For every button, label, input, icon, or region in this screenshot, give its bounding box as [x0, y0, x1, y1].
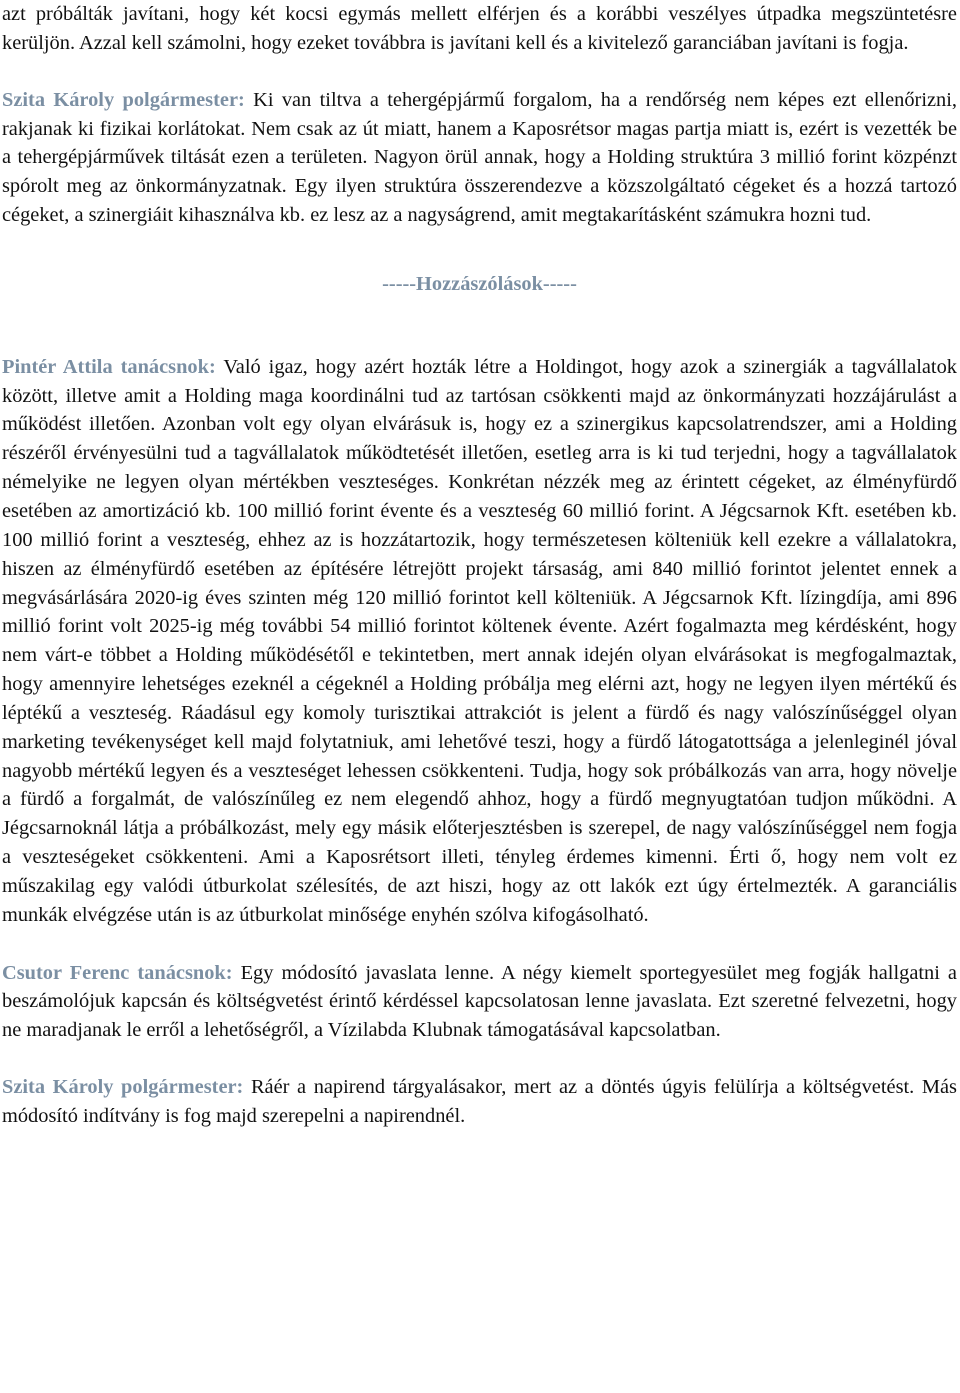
paragraph-text: Való igaz, hogy azért hozták létre a Holdingot, hogy azok a szinergiák a tagvállalatok között, illetve amit a Holding maga koordinálni tud az tartósan csökkenti majd az önkormányzati hozzájárulást a működést illetően. Azonban volt egy olyan elvárásuk is, hogy ez a szinergikus kapcsolatrendszer, ami a Holding részéről érvényesülni tud a tagvállalatok működtetését illetően, esetleg arra is ki tud terjedni, hogy a tagvállalatok némelyike ne legyen olyan mértékben veszteséges. Konkrétan nézzék meg az érintett cégeket, az élményfürdő esetében az amortizáció kb. 100 millió forint évente és a veszteség 60 millió forint. A Jégcsarnok Kft. esetében kb. 100 millió forint a veszteség, ehhez az is hozzátartozik, hogy természetesen költeniük kell ezekre a vállalatokra, hiszen az élményfürdő esetében az építésére létrejött projekt társaság, ami 840 millió forintot jelentet ennek a megvásárlására 2020-ig éves szinten még 120 millió forintot kell költeniük. A Jégcsarnok Kft. lízingdíja, ami 896 millió forint volt 2025-ig még további 54 millió forintot költenek évente. Azért fogalmazta meg kérdésként, hogy nem várt-e többet a Holding működésétől e tekintetben, mert annak idején olyan elvárásokat is megfogalmaztak, hogy amennyire lehetséges ezeknél a cégeknél a Holding próbálja meg elérni azt, hogy ne legyen ilyen mértékű és léptékű a veszteség. Ráadásul egy komoly turisztikai attrakciót is jelent a fürdő és nagy valószínűséggel olyan marketing tevékenységet kell majd folytatniuk, ami lehetővé teszi, hogy a fürdő látogatottsága a jelenleginél jóval nagyobb mértékű legyen és a veszteséget lehessen csökkenteni. Tudja, hogy sok próbálkozás van arra, hogy növelje a fürdő a forgalmát, de valószínűleg ez nem elegendő ahhoz, hogy a fürdő megnyugtatóan tudjon működni. A Jégcsarnoknál látja a próbálkozást, mely egy másik előterjesztésben is szerepel, de nagy valószínűséggel nem fogja a veszteségeket csökkenteni. Ami a Kaposrétsort illeti, tényleg érdemes kimenni. Érti ő, hogy nem volt ez műszakilag egy valódi útburkolat szélesítés, de azt hiszi, hogy az ott lakók ezt úgy értelmezték. A garanciális munkák elvégzése után is az útburkolat minősége enyhén szólva kifogásolható.	[2, 355, 957, 926]
paragraph-text: Egy módosító javaslata lenne. A négy kiemelt sportegyesület meg fogják hallgatni a beszámolójuk kapcsán és költségvetést érintő kérdéssel kapcsolatosan lenne javaslata. Ezt szeretné felvezetni, hogy ne maradjanak le erről a lehetőségről, a Vízilabda Klubnak támogatásával kapcsolatban.	[2, 961, 957, 1042]
speaker-name: Szita Károly polgármester:	[2, 1076, 244, 1099]
paragraph-text: Ráér a napirend tárgyalásakor, mert az a döntés úgyis felülírja a költségvetést. Más módosító indítvány is fog majd szerepelni a napirendnél.	[2, 1076, 957, 1127]
paragraph-5	[2, 1073, 957, 1131]
paragraph-text: azt próbálták javítani, hogy két kocsi egymás mellett elférjen és a korábbi veszélyes útpadka megszüntetésre kerüljön. Azzal kell számolni, hogy ezeket továbbra is javítani kell és a kivitelező garanciában javítani is fogja.	[2, 3, 957, 54]
paragraph-1	[2, 0, 957, 58]
paragraph-2	[2, 86, 957, 230]
speaker-name: Szita Károly polgármester:	[2, 88, 245, 111]
speaker-name: Pintér Attila tanácsnok:	[2, 355, 216, 378]
section-heading: -----Hozzászólások-----	[382, 272, 577, 295]
speaker-name: Csutor Ferenc tanácsnok:	[2, 961, 233, 984]
paragraph-4	[2, 959, 957, 1046]
paragraph-3	[2, 353, 957, 930]
document-page	[2, 0, 957, 1131]
paragraph-text: Ki van tiltva a tehergépjármű forgalom, ha a rendőrség nem képes ezt ellenőrizni, rakjanak ki fizikai korlátokat. Nem csak az út miatt, hanem a Kaposrétsor magas partja miatt is, ezért is vezették be a tehergépjárművek tiltását ezen a területen. Nagyon örül annak, hogy a Holding struktúra 3 millió forint közpénzt spórolt meg az önkormányzatnak. Egy ilyen struktúra összerendezve a közszolgáltató cégeket és a hozzá tartozó cégeket, a szinergiáit kihasználva kb. ez lesz az a nagyságrend, amit megtakarításként számukra hozni tud.	[2, 88, 957, 227]
